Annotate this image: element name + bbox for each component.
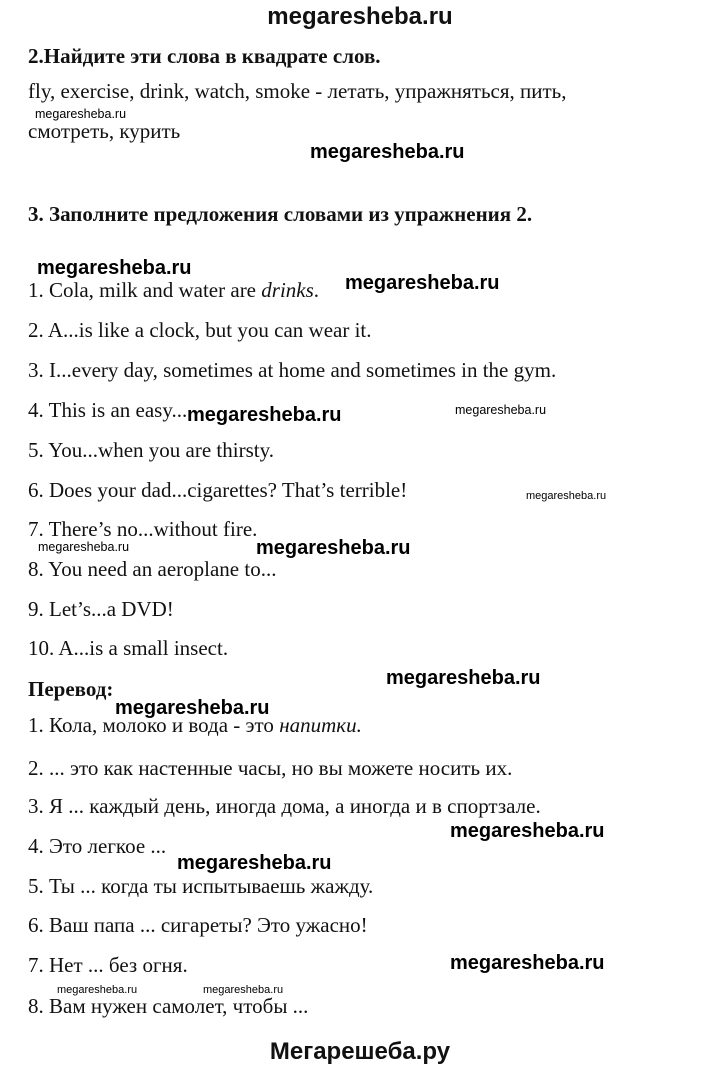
watermark: megaresheba.ru: [38, 540, 130, 554]
watermark: megaresheba.ru: [203, 984, 284, 996]
sentence-1: [28, 278, 319, 303]
sentence-9: 9. Let’s...a DVD!: [28, 597, 174, 621]
translation-8: 8. Вам нужен самолет, чтобы ...: [28, 994, 309, 1018]
sentence-3: 3. I...every day, sometimes at home and sometimes in the gym.: [28, 358, 557, 382]
translation-2: 2. ... это как настенные часы, но вы можете носить их.: [28, 756, 513, 780]
watermark: megaresheba.ru: [37, 257, 192, 279]
site-footer: Мегарешеба.ру: [269, 1038, 451, 1065]
task2-line2: смотреть, курить: [28, 119, 181, 143]
sentence-10: 10. A...is a small insect.: [28, 636, 229, 660]
sentence-1-italic: drinks: [261, 278, 314, 302]
task2-line1: fly, exercise, drink, watch, smoke - летать, упражняться, пить,: [28, 79, 567, 103]
watermark: megaresheba.ru: [450, 952, 605, 974]
watermark: megaresheba.ru: [450, 820, 605, 842]
translation-5: 5. Ты ... когда ты испытываешь жажду.: [28, 874, 374, 898]
watermark: megaresheba.ru: [386, 667, 541, 689]
translation-6: 6. Ваш папа ... сигареты? Это ужасно!: [28, 913, 368, 937]
watermark: megaresheba.ru: [310, 141, 465, 163]
translation-1-text: 1. Кола, молоко и вода - это: [28, 713, 280, 737]
sentence-8: 8. You need an aeroplane to...: [28, 557, 277, 581]
translation-1-italic: напитки.: [279, 713, 362, 737]
watermark: megaresheba.ru: [35, 107, 127, 121]
sentence-6: 6. Does your dad...cigarettes? That’s terrible!: [28, 478, 408, 502]
sentence-1-text: 1. Cola, milk and water are: [28, 278, 262, 302]
watermark: megaresheba.ru: [455, 403, 547, 417]
site-header: megaresheba.ru: [267, 3, 453, 30]
sentence-4: 4. This is an easy...: [28, 398, 188, 422]
translation-4: 4. Это легкое ...: [28, 834, 167, 858]
watermark: megaresheba.ru: [187, 404, 342, 426]
sentence-2: 2. A...is like a clock, but you can wear it.: [28, 318, 372, 342]
watermark: megaresheba.ru: [345, 272, 500, 294]
translation-7: 7. Нет ... без огня.: [28, 953, 188, 977]
watermark: megaresheba.ru: [57, 984, 138, 996]
sentence-5: 5. You...when you are thirsty.: [28, 438, 274, 462]
sentence-1-tail: .: [313, 278, 320, 302]
watermark: megaresheba.ru: [177, 852, 332, 874]
watermark: megaresheba.ru: [256, 537, 411, 559]
task3-title: 3. Заполните предложения словами из упражнения 2.: [28, 202, 533, 226]
translation-3: 3. Я ... каждый день, иногда дома, а иногда и в спортзале.: [28, 794, 541, 818]
watermark: megaresheba.ru: [115, 697, 270, 719]
watermark: megaresheba.ru: [526, 490, 607, 502]
translation-title: Перевод:: [28, 677, 114, 701]
sentence-7: 7. There’s no...without fire.: [28, 517, 258, 541]
task2-title: 2.Найдите эти слова в квадрате слов.: [28, 44, 381, 68]
